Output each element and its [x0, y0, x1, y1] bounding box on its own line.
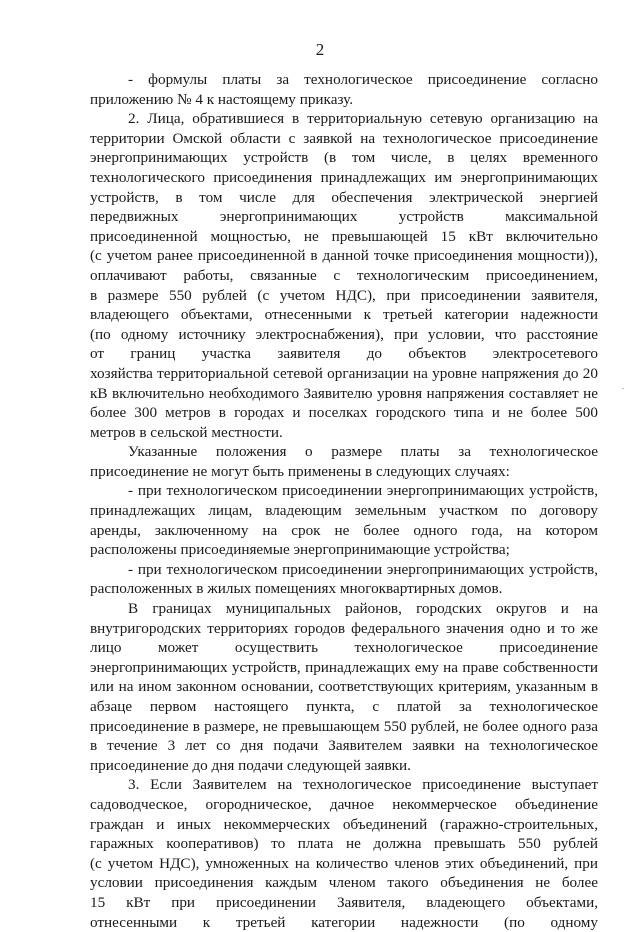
text-line: отнесенными к третьей категории надежности (по одному — [90, 913, 598, 931]
text-line: гаражных кооперативов) то плата не должна превышать 550 рублей — [90, 835, 598, 853]
text-line: присоединение в размере, не превышающем 550 рублей, не более одного раза — [90, 717, 598, 735]
text-line: принадлежащих лицам, владеющим земельным участком по договору — [90, 502, 598, 520]
text-line: абзаце первом настоящего пункта, с платой за технологическое — [90, 698, 598, 715]
document-body — [90, 70, 598, 932]
text-line: (с учетом НДС), умноженных на количество членов этих объединений, при — [90, 854, 598, 872]
text-line: - при технологическом присоединении энергопринимающих устройств, — [128, 482, 598, 500]
text-line: в размере 550 рублей (с учетом НДС), при присоединении заявителя, — [90, 286, 598, 304]
text-line: расположены присоединяемые энергопринимающие устройства; — [90, 541, 510, 559]
paragraph — [90, 70, 598, 109]
text-line: от границ участка заявителя до объектов электросетевого — [90, 345, 598, 363]
text-line: технологического присоединения принадлежащих им энергопринимающих — [90, 168, 598, 186]
text-line: 15 кВт при присоединении Заявителя, владеющего объектами, — [90, 893, 598, 911]
text-line: В границах муниципальных районов, городских округов и на — [128, 600, 598, 618]
paragraph — [90, 442, 598, 599]
text-line: аренды, заключенному на срок не более одного года, на котором — [90, 521, 598, 539]
text-line: кВ включительно необходимого Заявителю уровня напряжения составляет не — [90, 384, 598, 402]
text-line: энергопринимающих устройств (в том числе, в целях временного — [90, 149, 598, 167]
text-line: внутригородских территориях городов федерального значения одно и то же — [90, 619, 598, 637]
text-line: метров в сельской местности. — [90, 423, 283, 441]
text-line: хозяйства территориальной сетевой организации на уровне напряжения до 20 — [90, 364, 598, 382]
text-line: более 300 метров в городах и поселках городского типа и не более 500 — [90, 404, 598, 422]
text-line: расположенных в жилых помещениях многоквартирных домов. — [90, 580, 503, 598]
text-line: 2. Лица, обратившиеся в территориальную сетевую организацию на — [128, 110, 598, 128]
text-line: энергопринимающих устройств, принадлежащих ему на праве собственности — [90, 658, 598, 676]
text-line: 3. Если Заявителем на технологическое присоединение выступает — [128, 776, 598, 794]
text-line: Указанные положения о размере платы за технологическое — [128, 443, 598, 461]
text-line: передвижных энергопринимающих устройств максимальной — [90, 208, 598, 226]
text-line: - при технологическом присоединении энергопринимающих устройств, — [128, 560, 598, 578]
text-line: граждан и иных некоммерческих объединений (гаражно-строительных, — [90, 815, 598, 833]
paragraph — [90, 599, 598, 775]
text-line: оплачивают работы, связанные с технологическим присоединением, — [90, 266, 598, 284]
text-line: или на ином законном основании, соответствующих критериям, указанным в — [90, 678, 598, 696]
text-line: - формулы платы за технологическое присоединение согласно — [128, 71, 598, 88]
text-line: садоводческое, огородническое, дачное некоммерческое объединение — [90, 795, 598, 813]
paragraph — [90, 109, 598, 442]
text-line: присоединение до дня подачи следующей заявки. — [90, 756, 411, 774]
text-line: присоединенной мощностью, не превышающей 15 кВт включительно — [90, 227, 598, 245]
text-line: лицо может осуществить технологическое присоединение — [90, 639, 598, 657]
page-number: 2 — [315, 40, 325, 59]
text-line: территории Омской области с заявкой на технологическое присоединение — [90, 129, 598, 147]
text-line: владеющего объектами, отнесенными к третьей категории надежности — [90, 306, 598, 324]
text-line: присоединение не могут быть применены в следующих случаях: — [90, 462, 510, 480]
text-line: приложению № 4 к настоящему приказу. — [90, 90, 353, 108]
text-line: (с учетом ранее присоединенной в данной точке присоединения мощности)), — [90, 247, 598, 265]
scan-margin-mark — [622, 388, 624, 389]
text-line: в течение 3 лет со дня подачи Заявителем заявки на технологическое — [90, 737, 598, 755]
text-line: (по одному источнику электроснабжения), при условии, что расстояние — [90, 325, 598, 343]
text-line: устройств, в том числе для обеспечения электрической энергией — [90, 188, 598, 206]
paragraph — [90, 775, 598, 932]
text-line: условии присоединения каждым членом такого объединения не более — [90, 874, 598, 892]
